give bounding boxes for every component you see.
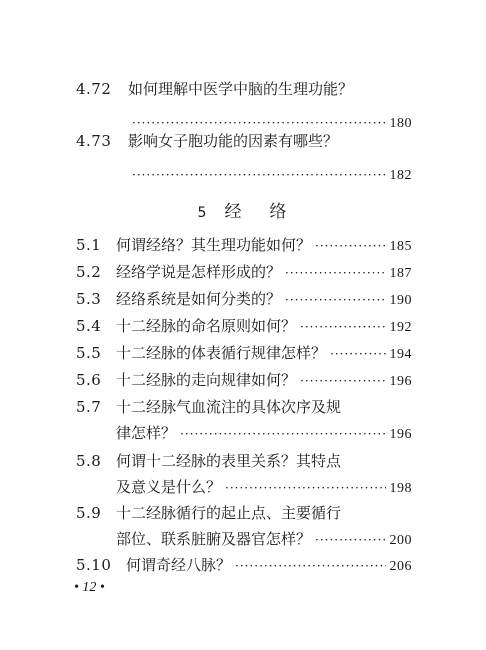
entry-title: 如何理解中医学中脑的生理功能？ bbox=[128, 80, 354, 98]
section-title-char-1: 经 bbox=[224, 202, 244, 222]
entry-number: 5.8 bbox=[76, 452, 102, 470]
entry-number: 5.9 bbox=[76, 504, 102, 522]
entry-page-number: 196 bbox=[389, 374, 412, 389]
dot-leader bbox=[285, 289, 385, 311]
toc-entry-5-3[interactable] bbox=[76, 288, 412, 310]
entry-page-number: 187 bbox=[389, 266, 412, 281]
entry-page-number: 185 bbox=[389, 239, 412, 254]
entry-title: 何谓经络？其生理功能如何？ bbox=[116, 236, 312, 254]
entry-number: 5.1 bbox=[76, 236, 102, 254]
entry-number: 4.72 bbox=[76, 80, 112, 98]
toc-entry-5-5[interactable] bbox=[76, 342, 412, 364]
entry-number: 4.73 bbox=[76, 132, 112, 150]
entry-page-number: 192 bbox=[389, 320, 412, 335]
toc-entry-5-8[interactable] bbox=[76, 450, 412, 498]
entry-title: 影响女子胞功能的因素有哪些？ bbox=[128, 132, 339, 150]
entry-title-line-1: 十二经脉气血流注的具体次序及规 bbox=[116, 398, 342, 416]
entry-title-line-1: 十二经脉循行的起止点、主要循行 bbox=[116, 504, 342, 522]
entry-page-number: 190 bbox=[389, 293, 412, 308]
entry-title: 经络系统是如何分类的？ bbox=[116, 290, 282, 308]
toc-entry-4-73[interactable] bbox=[76, 130, 412, 186]
section-title-char-2: 络 bbox=[269, 202, 289, 222]
entry-number: 5.7 bbox=[76, 398, 102, 416]
dot-leader bbox=[225, 477, 385, 499]
toc-entry-4-72[interactable] bbox=[76, 78, 412, 134]
page-number-footer: • 12 • bbox=[74, 580, 105, 595]
entry-page-number: 194 bbox=[389, 347, 412, 362]
entry-title-line-2: 律怎样？ bbox=[116, 424, 177, 442]
toc-entry-5-2[interactable] bbox=[76, 261, 412, 283]
dot-leader bbox=[235, 555, 385, 577]
toc-entry-5-1[interactable] bbox=[76, 234, 412, 256]
dot-leader bbox=[285, 262, 385, 284]
toc-entry-5-9[interactable] bbox=[76, 502, 412, 550]
section-number: 5 bbox=[197, 205, 209, 221]
dot-leader bbox=[330, 343, 385, 365]
toc-entry-5-4[interactable] bbox=[76, 315, 412, 337]
entry-number: 5.6 bbox=[76, 371, 102, 389]
dot-leader bbox=[315, 529, 385, 551]
section-heading bbox=[0, 197, 486, 222]
entry-page-number: 206 bbox=[389, 559, 412, 574]
entry-page-number: 180 bbox=[389, 116, 412, 131]
entry-title-line-1: 何谓十二经脉的表里关系？其特点 bbox=[116, 452, 342, 470]
entry-title: 何谓奇经八脉？ bbox=[126, 556, 232, 574]
toc-entry-5-7[interactable] bbox=[76, 396, 412, 444]
dot-leader bbox=[132, 164, 386, 186]
entry-title: 经络学说是怎样形成的？ bbox=[116, 263, 282, 281]
entry-number: 5.3 bbox=[76, 290, 102, 308]
entry-number: 5.4 bbox=[76, 317, 102, 335]
dot-leader bbox=[300, 316, 385, 338]
entry-page-number: 198 bbox=[389, 481, 412, 496]
entry-page-number: 200 bbox=[389, 533, 412, 548]
dot-leader bbox=[180, 423, 385, 445]
entry-number: 5.5 bbox=[76, 344, 102, 362]
entry-title-line-2: 及意义是什么？ bbox=[116, 478, 222, 496]
dot-leader bbox=[300, 370, 385, 392]
dot-leader bbox=[315, 235, 385, 257]
entry-title: 十二经脉的命名原则如何？ bbox=[116, 317, 297, 335]
entry-number: 5.10 bbox=[76, 556, 112, 574]
entry-number: 5.2 bbox=[76, 263, 102, 281]
entry-page-number: 196 bbox=[389, 427, 412, 442]
entry-page-number: 182 bbox=[389, 168, 412, 183]
toc-entry-5-10[interactable] bbox=[76, 554, 412, 576]
entry-title-line-2: 部位、联系脏腑及器官怎样？ bbox=[116, 530, 312, 548]
entry-title: 十二经脉的走向规律如何？ bbox=[116, 371, 297, 389]
toc-entry-5-6[interactable] bbox=[76, 369, 412, 391]
entry-title: 十二经脉的体表循行规律怎样？ bbox=[116, 344, 327, 362]
